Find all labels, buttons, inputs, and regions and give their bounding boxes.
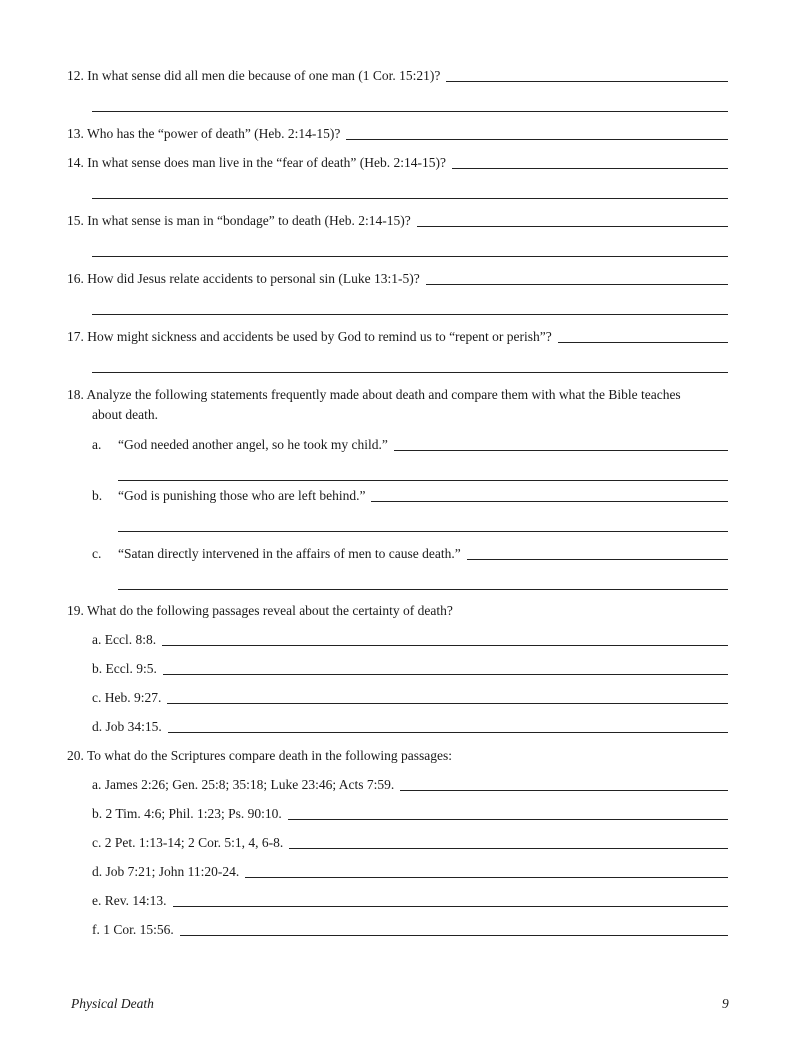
answer-line[interactable] <box>118 480 728 481</box>
question-20 <box>67 748 728 764</box>
answer-line[interactable] <box>426 284 728 285</box>
passage-ref: a. James 2:26; Gen. 25:8; 35:18; Luke 23:46; Acts 7:59. <box>92 777 395 792</box>
answer-line-row <box>92 301 728 317</box>
question-20f <box>92 922 728 938</box>
passage-ref: e. Rev. 14:13. <box>92 893 167 908</box>
answer-line[interactable] <box>180 935 728 936</box>
question-18 <box>67 385 731 425</box>
passage-ref: c. 2 Pet. 1:13-14; 2 Cor. 5:1, 4, 6-8. <box>92 835 284 850</box>
question-text: 18. Analyze the following statements frequently made about death and compare them with what the Bible teaches <box>67 387 681 402</box>
answer-line[interactable] <box>163 674 728 675</box>
answer-line[interactable] <box>168 732 728 733</box>
answer-line[interactable] <box>173 906 729 907</box>
question-20d <box>92 864 728 880</box>
question-18b <box>92 488 728 504</box>
answer-line[interactable] <box>92 111 728 112</box>
passage-ref: f. 1 Cor. 15:56. <box>92 922 174 937</box>
question-text: 12. In what sense did all men die because of one man (1 Cor. 15:21)? <box>67 68 441 83</box>
answer-line[interactable] <box>400 790 728 791</box>
answer-line[interactable] <box>371 501 728 502</box>
answer-line[interactable] <box>92 198 728 199</box>
answer-line[interactable] <box>245 877 728 878</box>
question-20b <box>92 806 728 822</box>
passage-ref: c. Heb. 9:27. <box>92 690 162 705</box>
question-text: 17. How might sickness and accidents be used by God to remind us to “repent or perish”? <box>67 329 552 344</box>
answer-line[interactable] <box>162 645 728 646</box>
answer-line[interactable] <box>289 848 728 849</box>
answer-line[interactable] <box>92 256 728 257</box>
question-17 <box>67 329 728 345</box>
answer-line[interactable] <box>346 139 728 140</box>
passage-ref: d. Job 7:21; John 11:20-24. <box>92 864 240 879</box>
question-19c <box>92 690 728 706</box>
question-14 <box>67 155 728 171</box>
answer-line[interactable] <box>452 168 728 169</box>
question-text-continued: about death. <box>92 407 158 422</box>
answer-line[interactable] <box>118 589 728 590</box>
item-letter: a. <box>92 437 102 452</box>
answer-line[interactable] <box>417 226 728 227</box>
footer-title: Physical Death <box>71 996 154 1011</box>
question-19b <box>92 661 728 677</box>
answer-line[interactable] <box>446 81 728 82</box>
question-20c <box>92 835 728 851</box>
question-18a <box>92 437 728 453</box>
answer-line-row <box>118 576 728 592</box>
question-text: 20. To what do the Scriptures compare death in the following passages: <box>67 748 452 763</box>
question-19a <box>92 632 728 648</box>
question-20a <box>92 777 728 793</box>
answer-line[interactable] <box>167 703 728 704</box>
passage-ref: a. Eccl. 8:8. <box>92 632 157 647</box>
item-letter: c. <box>92 546 102 561</box>
question-12 <box>67 68 728 84</box>
question-text: 14. In what sense does man live in the “fear of death” (Heb. 2:14-15)? <box>67 155 446 170</box>
answer-line-row <box>92 243 728 259</box>
question-15 <box>67 213 728 229</box>
passage-ref: b. Eccl. 9:5. <box>92 661 157 676</box>
page-number: 9 <box>722 996 729 1011</box>
question-13 <box>67 126 728 142</box>
statement-text: “God needed another angel, so he took my child.” <box>118 437 388 452</box>
statement-text: “God is punishing those who are left behind.” <box>118 488 366 503</box>
answer-line[interactable] <box>394 450 728 451</box>
answer-line[interactable] <box>92 314 728 315</box>
question-16 <box>67 271 728 287</box>
question-20e <box>92 893 728 909</box>
question-text: 13. Who has the “power of death” (Heb. 2:14-15)? <box>67 126 341 141</box>
answer-line-row <box>92 185 728 201</box>
item-letter: b. <box>92 488 103 503</box>
passage-ref: d. Job 34:15. <box>92 719 162 734</box>
question-19d <box>92 719 728 735</box>
answer-line-row <box>92 359 728 375</box>
question-text: 16. How did Jesus relate accidents to personal sin (Luke 13:1-5)? <box>67 271 420 286</box>
question-text: 15. In what sense is man in “bondage” to death (Heb. 2:14-15)? <box>67 213 411 228</box>
answer-line[interactable] <box>558 342 728 343</box>
answer-line-row <box>118 467 728 483</box>
question-text: 19. What do the following passages reveal about the certainty of death? <box>67 603 453 618</box>
question-19 <box>67 603 728 619</box>
answer-line-row <box>118 518 728 534</box>
answer-line-row <box>92 98 728 114</box>
question-18c <box>92 546 728 562</box>
answer-line[interactable] <box>118 531 728 532</box>
answer-line[interactable] <box>288 819 728 820</box>
answer-line[interactable] <box>467 559 728 560</box>
answer-line[interactable] <box>92 372 728 373</box>
passage-ref: b. 2 Tim. 4:6; Phil. 1:23; Ps. 90:10. <box>92 806 282 821</box>
statement-text: “Satan directly intervened in the affairs of men to cause death.” <box>118 546 461 561</box>
